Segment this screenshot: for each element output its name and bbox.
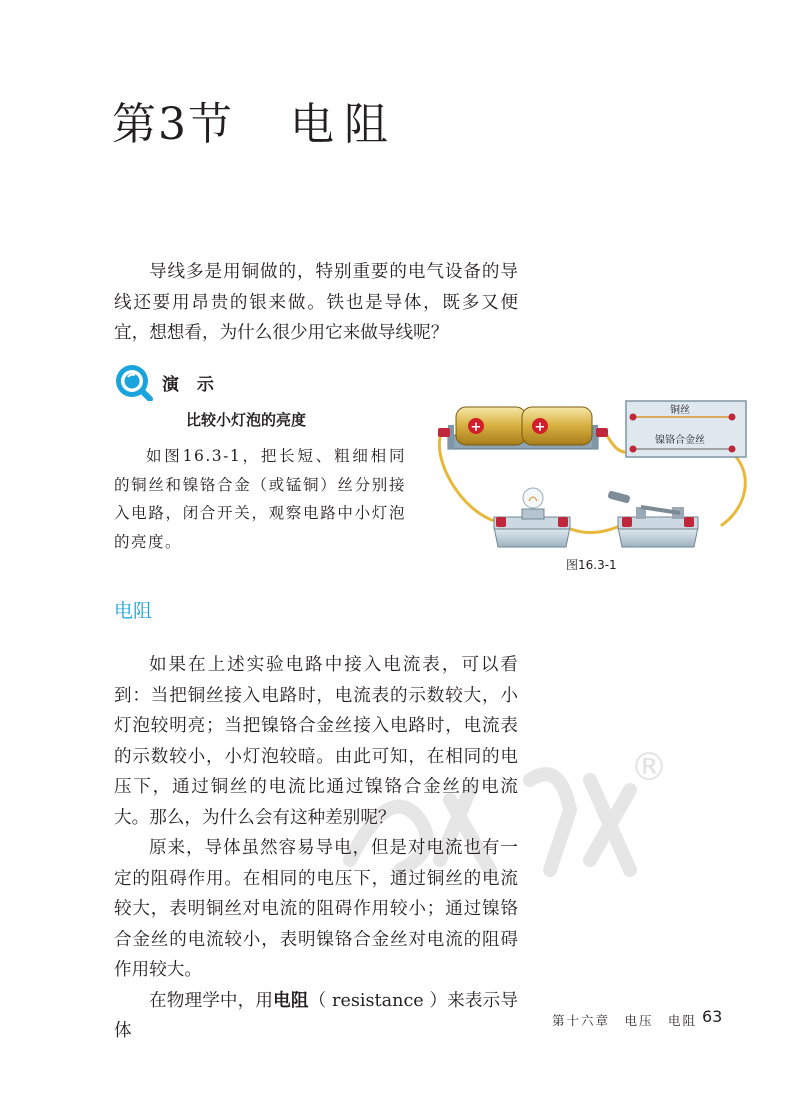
- demo-label: 演 示: [162, 375, 220, 395]
- nichrome-label: 镍铬合金丝: [655, 435, 705, 446]
- body-paragraph-2: 原来，导体虽然容易导电，但是对电流也有一定的阻碍作用。在相同的电压下，通过铜丝的电流较大，表明铜丝对电流的阻碍作用较小；通过镍铬合金丝的电流较小，表明镍铬合金丝对电流的阻碍作用较大。: [114, 838, 518, 980]
- svg-text:+: +: [470, 420, 482, 435]
- demo-subtitle: 比较小灯泡的亮度: [186, 411, 307, 429]
- lamp-base: [494, 509, 570, 547]
- magnifier-icon: [114, 363, 154, 401]
- registered-symbol: ®: [630, 745, 668, 789]
- section-heading: 电阻: [114, 600, 153, 622]
- page-title: [112, 88, 398, 152]
- p3-before: 在物理学中，用: [149, 990, 274, 1011]
- switch: [607, 490, 698, 547]
- figure-caption: 图16.3-1: [566, 558, 617, 572]
- page-number: 63: [702, 1007, 723, 1026]
- copper-label: 铜丝: [670, 405, 690, 416]
- body-text: [114, 650, 518, 1047]
- section-title: 电阻: [290, 99, 398, 150]
- body-paragraph-1: 如果在上述实验电路中接入电流表，可以看到：当把铜丝接入电路时，电流表的示数较大，小灯泡较明亮；当把镍铬合金丝接入电路时，电流表的示数较小，小灯泡较暗。由此可知，在相同的电压下，通过铜丝的电流比通过镍铬合金丝的电流大。那么，为什么会有这种差别呢？: [114, 655, 518, 828]
- svg-text:+: +: [534, 420, 546, 435]
- demo-paragraph: 如图16.3-1，把长短、粗细相同的铜丝和镍铬合金（或锰铜）丝分别接入电路，闭合开关，观察电路中小灯泡的亮度。: [114, 447, 406, 551]
- wire-board: [626, 401, 746, 457]
- intro-text: 导线多是用铜做的，特别重要的电气设备的导线还要用昂贵的银来做。铁也是导体，既多又便宜，想想看，为什么很少用它来做导线呢？: [114, 262, 518, 343]
- battery-left: [456, 407, 526, 445]
- circuit-figure: [430, 395, 760, 560]
- term-resistance: 电阻: [273, 990, 309, 1011]
- demo-text: [114, 442, 406, 556]
- intro-paragraph: [114, 257, 518, 349]
- section-number: 第3节: [112, 99, 234, 150]
- p3-after: （ resistance ）来表示导体: [114, 990, 518, 1041]
- chapter-footer: 第十六章 电压 电阻: [552, 1013, 698, 1028]
- body-paragraph-3: [114, 986, 518, 1047]
- battery-right: [522, 407, 592, 445]
- light-bulb: [523, 488, 543, 508]
